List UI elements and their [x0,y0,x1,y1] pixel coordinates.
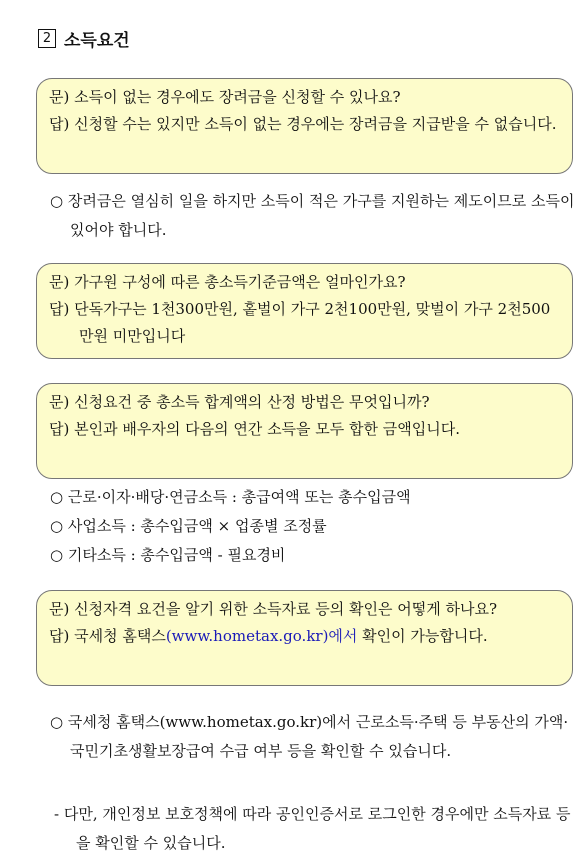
bullet-2-2: ○ 사업소득 : 총수입금액 × 업종별 조정률 [50,517,327,535]
answer-1: 답) 신청할 수는 있지만 소득이 없는 경우에는 장려금을 지급받을 수 없습니다. [49,115,557,133]
question-1: 문) 소득이 없는 경우에도 장려금을 신청할 수 있나요? [49,88,401,106]
qa-box-2 [36,263,573,359]
bullet-2-3: ○ 기타소득 : 총수입금액 - 필요경비 [50,546,286,564]
answer-2: 답) 단독가구는 1천300만원, 홑벌이 가구 2천100만원, 맞벌이 가구 2천500만원 미만입니다 [49,300,551,345]
qa-box-3 [36,383,573,479]
bullet-1: ○ 장려금은 열심히 일을 하지만 소득이 적은 가구를 지원하는 제도이므로 소득이 있어야 합니다. [50,192,575,239]
section-title [38,26,130,51]
answer-3: 답) 본인과 배우자의 다음의 연간 소득을 모두 합한 금액입니다. [49,420,461,438]
qa-box-4 [36,590,573,686]
bullet-2-1: ○ 근로·이자·배당·연금소득 : 총급여액 또는 총수입금액 [50,488,411,506]
question-4: 문) 신청자격 요건을 알기 위한 소득자료 등의 확인은 어떻게 하나요? [49,600,498,618]
hometax-link[interactable]: (www.hometax.go.kr)에서 [165,627,358,645]
answer-4-suffix: 확인이 가능합니다. [357,627,488,645]
dash-note: - 다만, 개인정보 보호정책에 따라 공인인증서로 로그인한 경우에만 소득자료 등을 확인할 수 있습니다. [54,805,571,852]
bullet-3: ○ 국세청 홈택스(www.hometax.go.kr)에서 근로소득·주택 등 부동산의 가액·국민기초생활보장급여 수급 여부 등을 확인할 수 있습니다. [50,713,569,760]
section-number-box: 2 [38,29,56,48]
answer-4-prefix: 답) 국세청 홈택스 [49,627,166,645]
question-3: 문) 신청요건 중 총소득 합계액의 산정 방법은 무엇입니까? [49,393,430,411]
section-title-text: 소득요건 [64,31,130,51]
qa-box-1 [36,78,573,174]
question-2: 문) 가구원 구성에 따른 총소득기준금액은 얼마인가요? [49,273,406,291]
answer-4 [49,623,562,650]
